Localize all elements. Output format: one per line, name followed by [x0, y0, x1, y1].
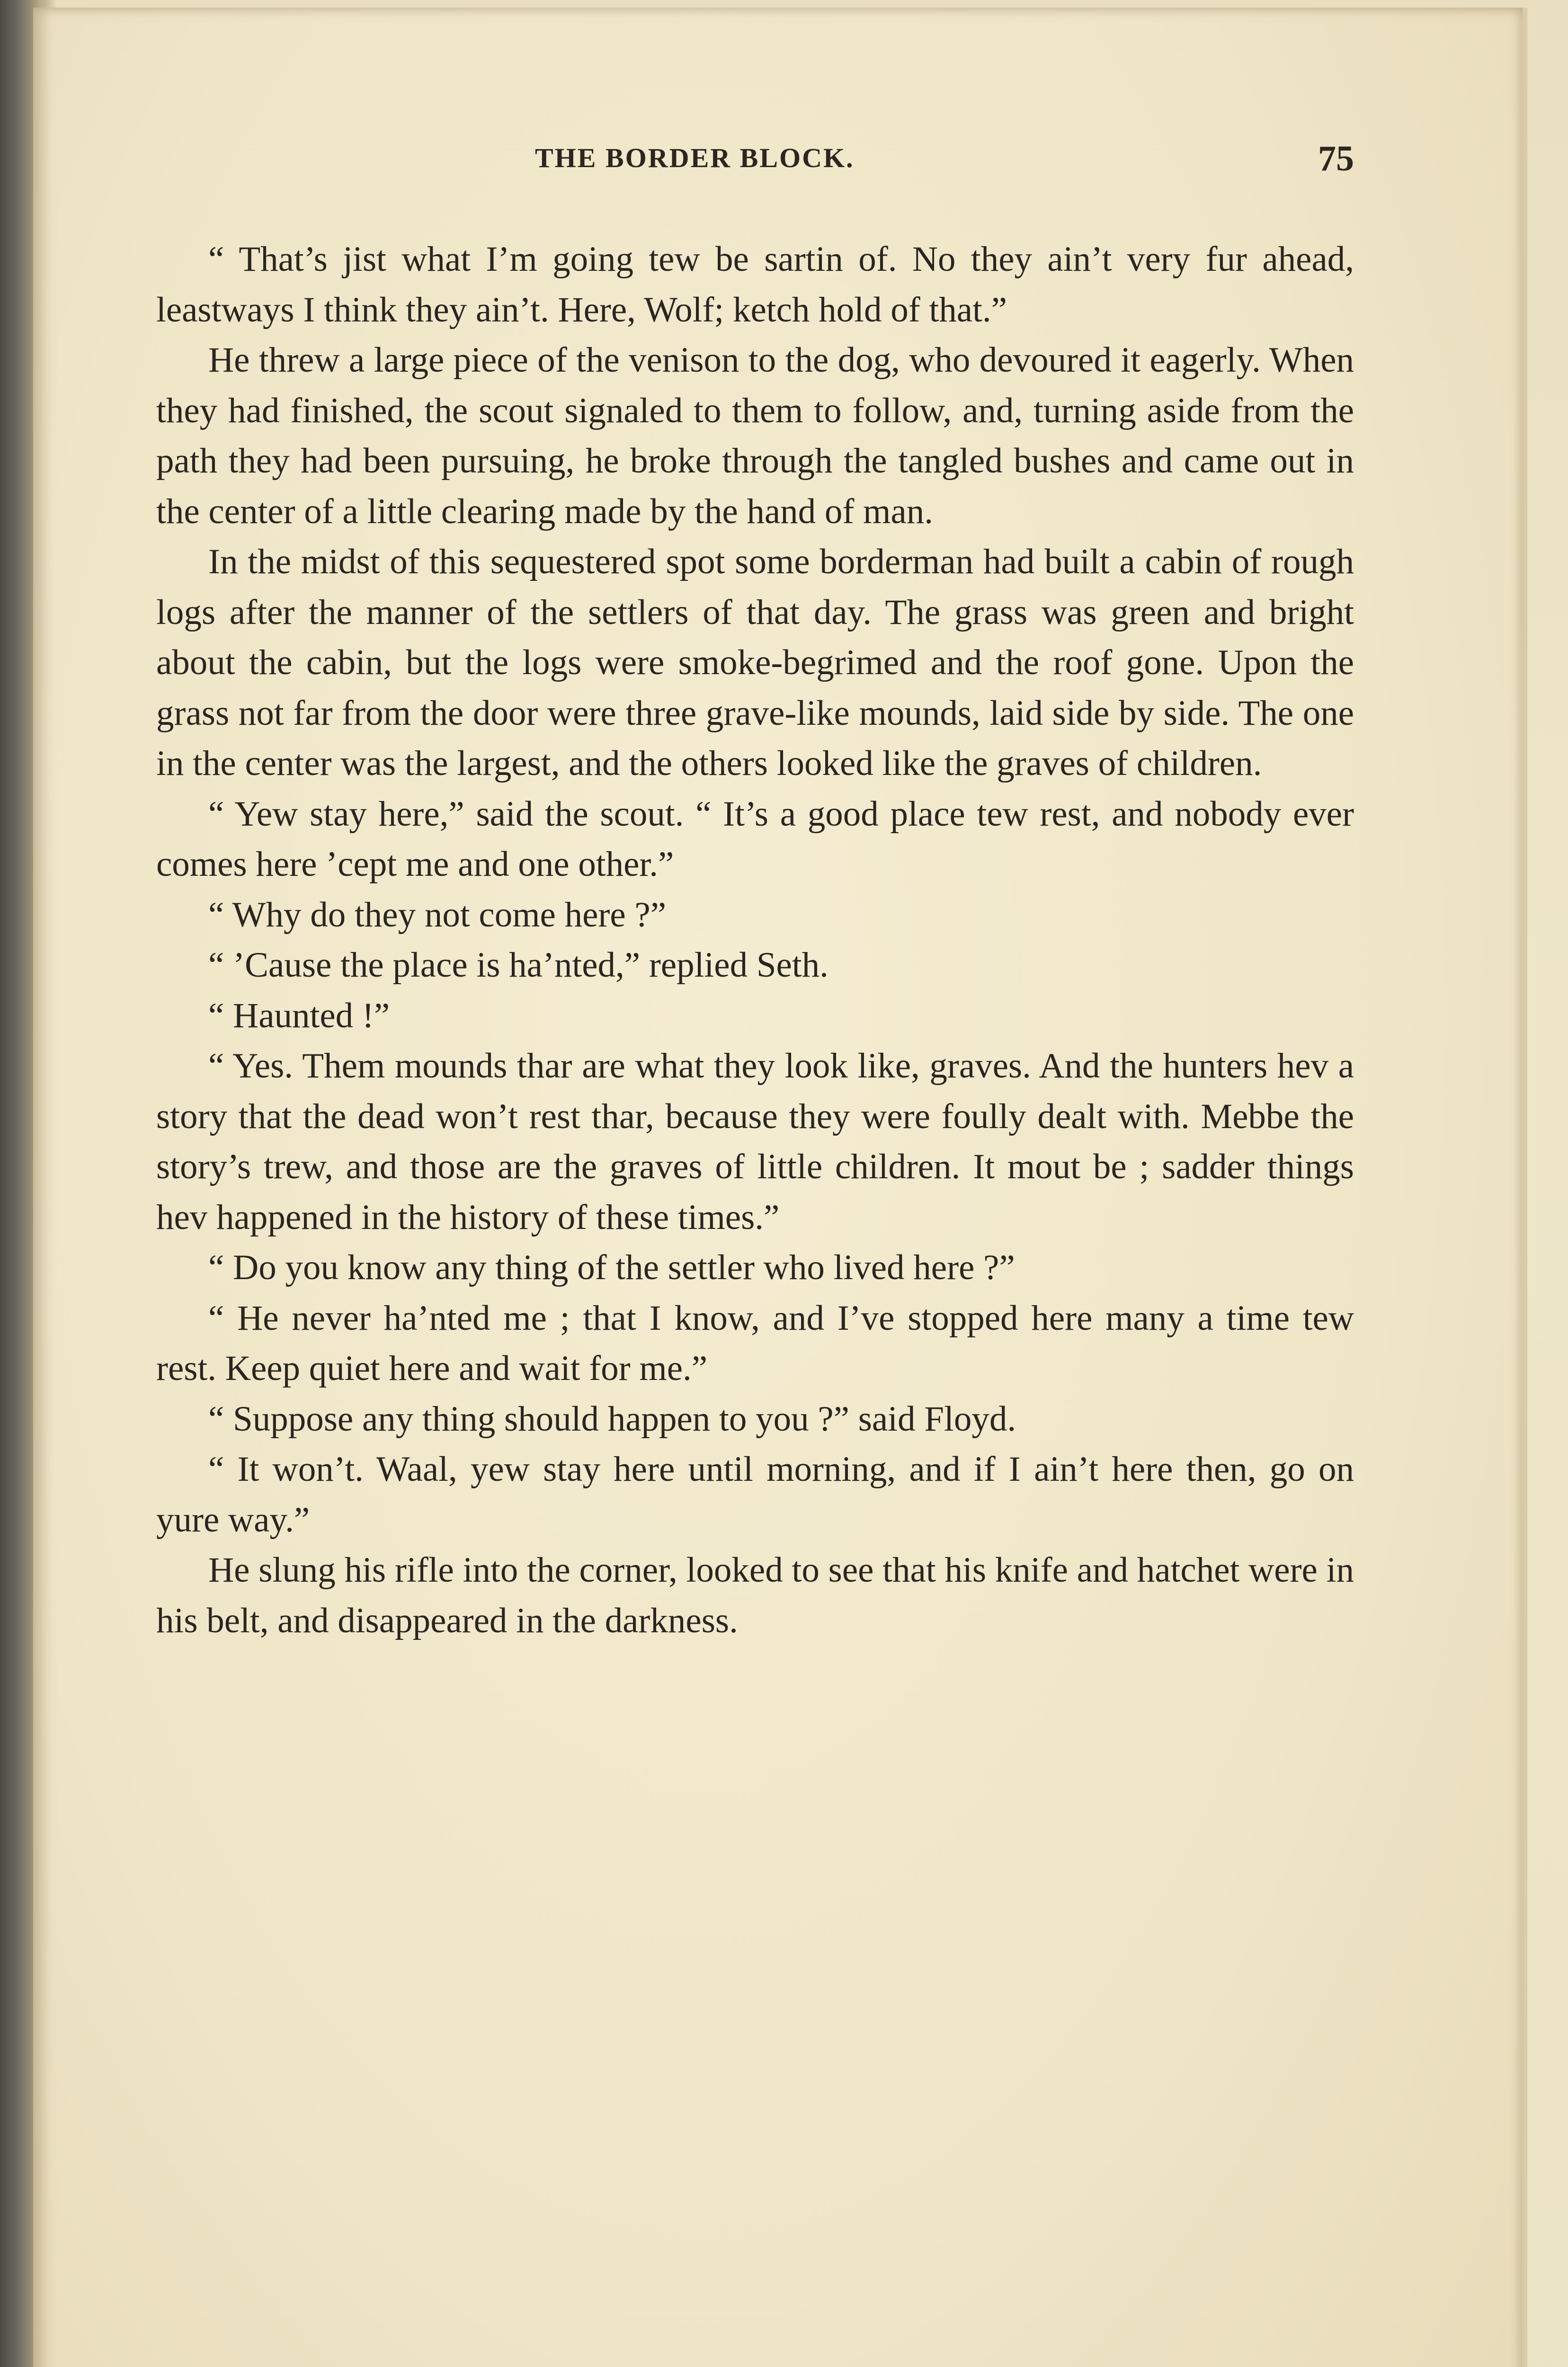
paragraph: “ Yew stay here,” said the scout. “ It’s a good place tew rest, and nobody ever comes here ’cept me and one other.”: [156, 794, 1354, 884]
paragraph: “ ’Cause the place is ha’nted,” replied Seth.: [208, 945, 829, 985]
paragraph: “ Why do they not come here ?”: [208, 895, 666, 934]
paragraph: He slung his rifle into the corner, looked to see that his knife and hatchet were in his belt, and disappeared in the darkness.: [156, 1550, 1354, 1640]
page-number: 75: [1318, 139, 1354, 178]
paragraph: “ Suppose any thing should happen to you ?” said Floyd.: [208, 1399, 1016, 1439]
paragraph: “ Haunted !”: [208, 996, 390, 1035]
paragraph: “ It won’t. Waal, yew stay here until morning, and if I ain’t here then, go on yure way.”: [156, 1450, 1354, 1539]
paragraph: “ Do you know any thing of the settler who lived here ?”: [208, 1248, 1015, 1287]
paragraph: “ Yes. Them mounds thar are what they look like, graves. And the hunters hev a story that the dead won’t rest thar, because they were foully dealt with. Mebbe the story’s trew, and those are the graves of little children. It mout be ; sadder things hev happened in the history of these times.”: [156, 1046, 1354, 1237]
body-text: [156, 234, 1354, 1646]
paragraph: In the midst of this sequestered spot some borderman had built a cabin of rough logs after the manner of the settlers of that day. The grass was green and bright about the cabin, but the logs were smoke-begrimed and the roof gone. Upon the grass not far from the door were three grave-like mounds, laid side by side. The one in the center was the largest, and the others looked like the graves of children.: [156, 542, 1354, 783]
page-header: [156, 139, 1354, 194]
running-head: THE BORDER BLOCK.: [535, 142, 855, 173]
paragraph: “ He never ha’nted me ; that I know, and I’ve stopped here many a time tew rest. Keep quiet here and wait for me.”: [156, 1298, 1354, 1388]
paragraph: He threw a large piece of the venison to the dog, who devoured it eagerly. When they had finished, the scout signaled to them to follow, and, turning aside from the path they had been pursuing, he broke through the tangled bushes and came out in the center of a little clearing made by the hand of man.: [156, 340, 1354, 531]
paragraph: “ That’s jist what I’m going tew be sartin of. No they ain’t very fur ahead, leastways I think they ain’t. Here, Wolf; ketch hold of that.”: [156, 240, 1354, 329]
